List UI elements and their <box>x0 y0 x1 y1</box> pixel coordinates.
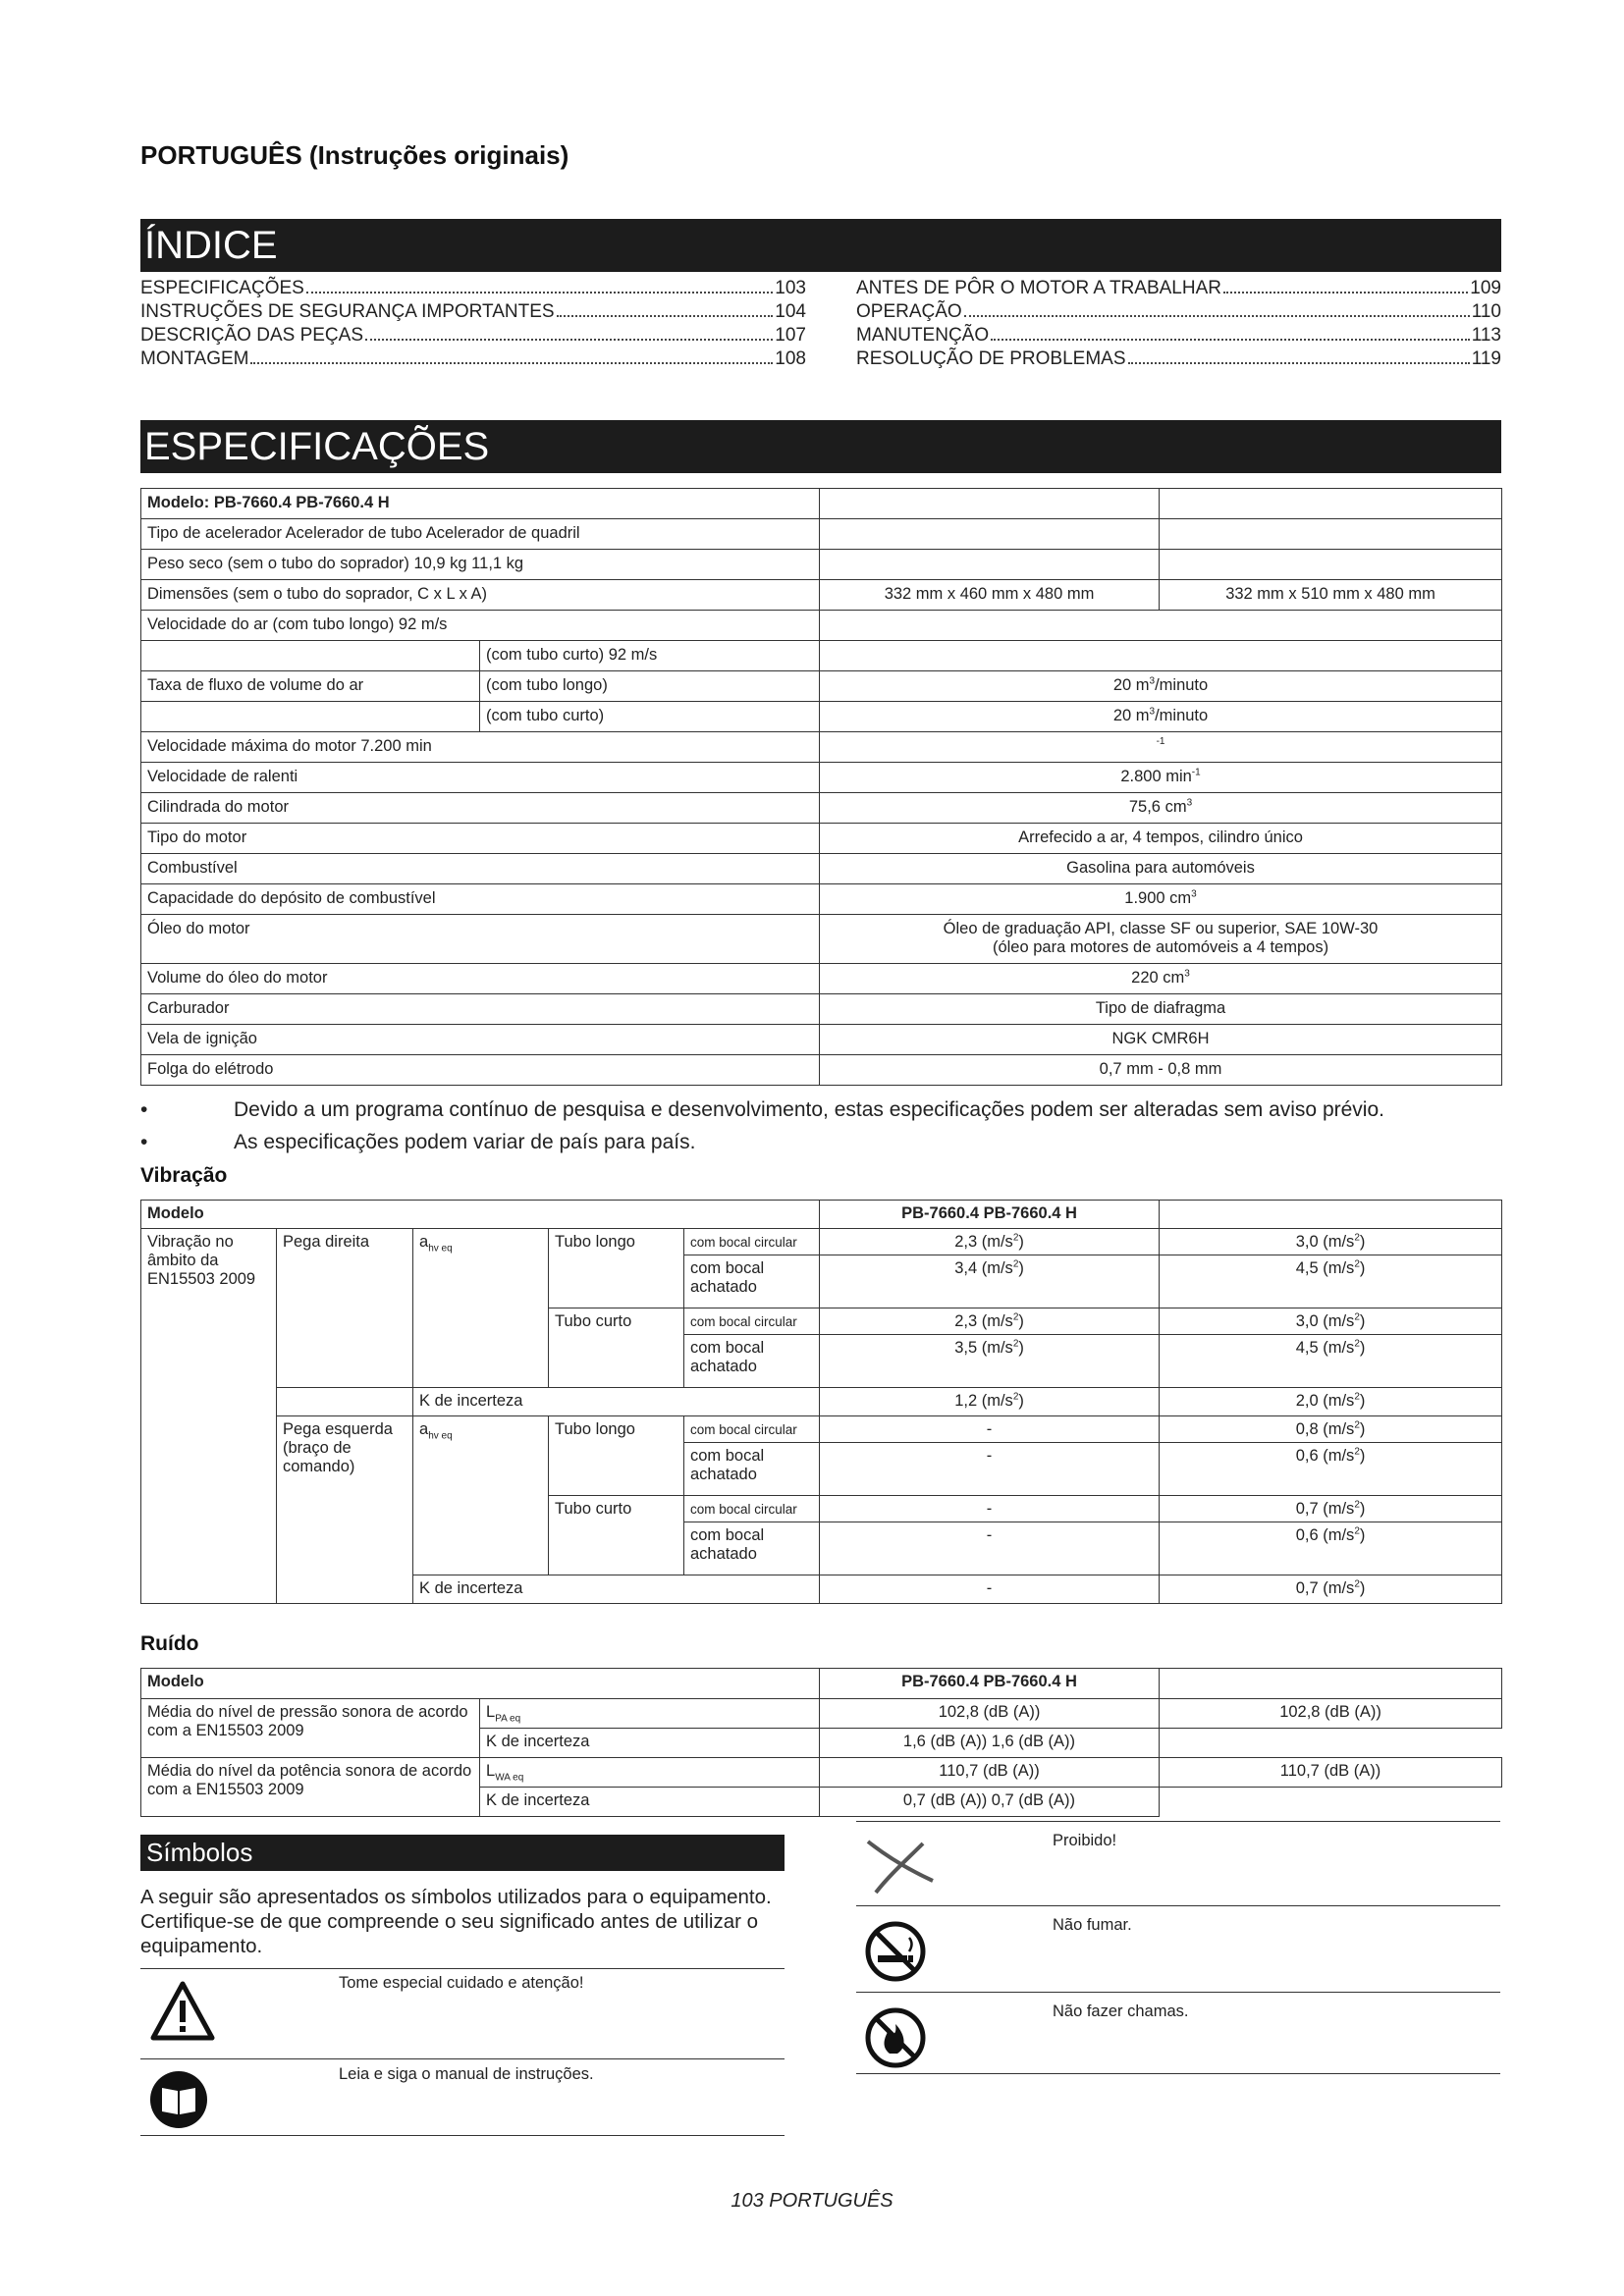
table-row: Volume do óleo do motor 220 $cm^3$ <box>141 964 1502 994</box>
table-row: Folga do elétrodo 0,7 mm - 0,8 mm <box>141 1055 1502 1086</box>
table-row: Tubo curto com bocal circular 2,3 $(m/s^2)$ 3,0 $(m/s^2)$ <box>141 1308 1502 1335</box>
table-row: Tipo do motor Arrefecido a ar, 4 tempos, cilindro único <box>141 824 1502 854</box>
table-row: Capacidade do depósito de combustível 1.900 $cm^3$ <box>141 884 1502 915</box>
no-smoking-icon <box>864 1920 927 1988</box>
table-row: (com tubo curto) 20 $m^3$/minuto <box>141 702 1502 732</box>
table-row: Modelo PB-7660.4 PB-7660.4 H <box>141 1201 1502 1229</box>
table-row: Vela de ignição NGK CMR6H <box>141 1025 1502 1055</box>
table-row: K de incerteza 1,2 $(m/s^2)$ 2,0 $(m/s^2)$ <box>141 1388 1502 1416</box>
table-row: com bocal achatado - 0,6 $(m/s^2)$ <box>141 1522 1502 1575</box>
table-row: Velocidade do ar (com tubo longo) 92 m/s <box>141 611 1502 641</box>
warning-triangle-icon <box>150 1981 215 2047</box>
noise-heading: Ruído <box>140 1632 199 1655</box>
table-row: Modelo: PB-7660.4 PB-7660.4 H <box>141 489 1502 519</box>
symbols-intro: A seguir são apresentados os símbolos utilizados para o equipamento. Certifique-se de que compreende o seu significado antes de utilizar o equipamento. <box>140 1886 772 1957</box>
table-row: Óleo do motor Óleo de graduação API, classe SF ou superior, SAE 10W-30 (óleo para motores de automóveis a 4 tempos) <box>141 915 1502 964</box>
table-row: Velocidade máxima do motor 7.200 min -1 <box>141 732 1502 763</box>
symbol-manual-row: Leia e siga o manual de instruções. <box>140 2058 785 2136</box>
table-row: K de incerteza - 0,7 $(m/s^2)$ <box>141 1575 1502 1604</box>
toc-entry[interactable]: MONTAGEM 108 <box>140 348 806 369</box>
table-row: (com tubo curto) 92 m/s <box>141 641 1502 671</box>
toc-entry[interactable]: MANUTENÇÃO 113 <box>856 325 1501 346</box>
table-row: Carburador Tipo de diafragma <box>141 994 1502 1025</box>
table-row: K de incerteza 1,6 (dB (A)) 1,6 (dB (A)) <box>141 1729 1502 1758</box>
noise-table <box>140 1668 1502 1817</box>
page-footer: 103 PORTUGUÊS <box>731 2190 893 2212</box>
table-row: Pega esquerda (braço de comando) $a_{hv eq}$ Tubo longo com bocal circular - 0,8 $(m/s^2)$ <box>141 1416 1502 1443</box>
symbol-caution-row: Tome especial cuidado e atenção! <box>140 1968 785 2058</box>
prohibited-x-icon <box>864 1836 935 1901</box>
no-open-flames-icon <box>864 2006 927 2074</box>
toc-entry[interactable]: DESCRIÇÃO DAS PEÇAS 107 <box>140 325 806 346</box>
toc-left-column <box>140 277 806 371</box>
symbol-no-flames-row: Não fazer chamas. <box>856 1992 1500 2074</box>
table-row: Dimensões (sem o tubo do soprador, C x L x A) 332 mm x 460 mm x 480 mm 332 mm x 510 mm x 480 mm <box>141 580 1502 611</box>
table-row: Tubo curto com bocal circular - 0,7 $(m/s^2)$ <box>141 1496 1502 1522</box>
table-row: Peso seco (sem o tubo do soprador) 10,9 kg 11,1 kg <box>141 550 1502 580</box>
table-row: com bocal achatado - 0,6 $(m/s^2)$ <box>141 1443 1502 1496</box>
toc-entry[interactable]: ANTES DE PÔR O MOTOR A TRABALHAR 109 <box>856 278 1501 298</box>
vibration-heading: Vibração <box>140 1164 228 1187</box>
table-row: com bocal achatado 3,4 $(m/s^2)$ 4,5 $(m/s^2)$ <box>141 1255 1502 1308</box>
specifications-heading: ESPECIFICAÇÕES <box>140 420 1501 473</box>
toc-right-column <box>856 277 1501 371</box>
spec-notes <box>140 1094 1384 1158</box>
toc-entry[interactable]: RESOLUÇÃO DE PROBLEMAS 119 <box>856 348 1501 369</box>
table-row: Média do nível de pressão sonora de acordo com a EN15503 2009 $L_{PA eq}$ 102,8 (dB (A)) 102,8 (dB (A)) <box>141 1699 1502 1729</box>
symbols-heading: Símbolos <box>140 1835 785 1871</box>
toc-entry[interactable]: INSTRUÇÕES DE SEGURANÇA IMPORTANTES 104 <box>140 301 806 322</box>
table-row: Média do nível da potência sonora de acordo com a EN15503 2009 $L_{WA eq}$ 110,7 (dB (A)) 110,7 (dB (A)) <box>141 1758 1502 1788</box>
symbol-no-smoking-row: Não fumar. <box>856 1905 1500 1992</box>
table-row: Taxa de fluxo de volume do ar (com tubo longo) 20 $m^3$/minuto <box>141 671 1502 702</box>
table-row: Modelo PB-7660.4 PB-7660.4 H <box>141 1669 1502 1699</box>
read-manual-icon <box>148 2069 209 2135</box>
specifications-table <box>140 488 1502 1086</box>
table-row: com bocal achatado 3,5 $(m/s^2)$ 4,5 $(m/s^2)$ <box>141 1335 1502 1388</box>
page-language-title: PORTUGUÊS (Instruções originais) <box>140 140 569 170</box>
toc-entry[interactable]: OPERAÇÃO 110 <box>856 301 1501 322</box>
symbol-prohibited-row: Proibido! <box>856 1821 1500 1905</box>
table-row: Velocidade de ralenti 2.800 $\min^{-1}$ <box>141 763 1502 793</box>
note-item: • Devido a um programa contínuo de pesquisa e desenvolvimento, estas especificações podem ser alteradas sem aviso prévio. <box>140 1098 1384 1121</box>
table-row: Cilindrada do motor 75,6 $cm^3$ <box>141 793 1502 824</box>
table-row: Tipo de acelerador Acelerador de tubo Acelerador de quadril <box>141 519 1502 550</box>
toc-entry[interactable]: ESPECIFICAÇÕES 103 <box>140 278 806 298</box>
vibration-table <box>140 1200 1502 1604</box>
table-row: Vibração no âmbito da EN15503 2009 Pega direita $a_{hv eq}$ Tubo longo com bocal circular 2,3 $(m/s^2)$ 3,0 $(m/s^2)$ <box>141 1229 1502 1255</box>
table-row: Combustível Gasolina para automóveis <box>141 854 1502 884</box>
index-heading: ÍNDICE <box>140 219 1501 272</box>
note-item: • As especificações podem variar de país para país. <box>140 1131 696 1153</box>
table-row: K de incerteza 0,7 (dB (A)) 0,7 (dB (A)) <box>141 1788 1502 1817</box>
